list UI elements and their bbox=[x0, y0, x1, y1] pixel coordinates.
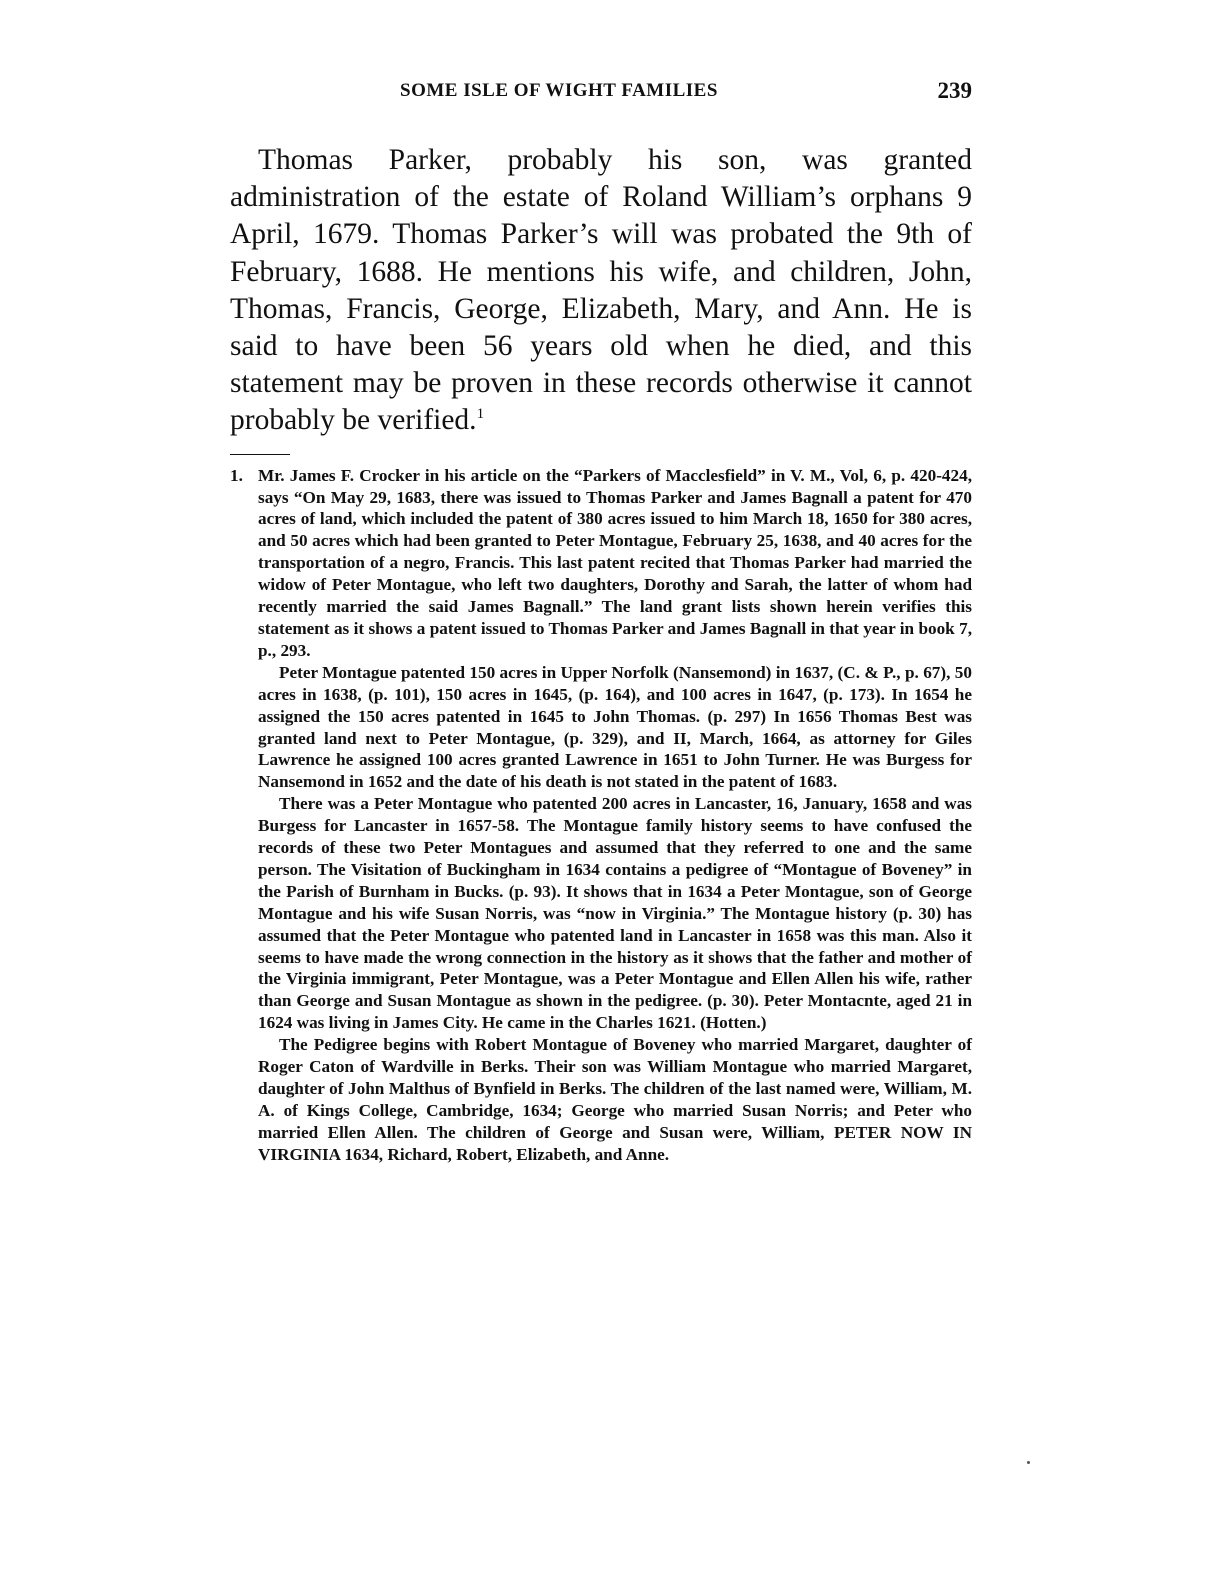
main-paragraph-text: Thomas Parker, probably his son, was granted administration of the estate of Roland William’s orphans 9 April, 1679. Thomas Parker’s will was probated the 9th of February, 1688. He mentions his wife, and children, John, Thomas, Francis, George, Elizabeth, Mary, and Ann. He is said to have been 56 years old when he died, and this statement may be proven in these records otherwise it cannot probably be verified. bbox=[230, 144, 972, 437]
page-number: 239 bbox=[937, 78, 972, 103]
scan-speck bbox=[1027, 1461, 1030, 1464]
running-head bbox=[230, 72, 972, 112]
footnote-paragraph: Peter Montague patented 150 acres in Upper Norfolk (Nansemond) in 1637, (C. & P., p. 67), 50 acres in 1638, (p. 101), 150 acres in 1645, (p. 164), and 100 acres in 1647, (p. 173). In 1654 he assigned the 150 acres patented in 1645 to John Thomas. (p. 297) In 1656 Thomas Best was granted land next to Peter Montague, (p. 329), and II, March, 1664, as attorney for Giles Lawrence he assigned 100 acres granted Lawrence in 1651 to John Turner. He was Burgess for Nansemond in 1652 and the date of his death is not stated in the patent of 1683. bbox=[258, 662, 972, 792]
footnote-paragraph: The Pedigree begins with Robert Montague of Boveney who married Margaret, daughter of Roger Caton of Wardville in Berks. Their son was William Montague who married Margaret, daughter of John Malthus of Bynfield in Berks. The children of the last named were, William, M. A. of Kings College, Cambridge, 1634; George who married Susan Norris; and Peter who married Ellen Allen. The children of George and Susan were, William, PETER NOW IN VIRGINIA 1634, Richard, Robert, Elizabeth, and Anne. bbox=[258, 1035, 972, 1164]
footnote-paragraph bbox=[230, 465, 972, 662]
footnote-text: Mr. James F. Crocker in his article on the “Parkers of Macclesfield” in V. M., Vol, 6, p. 420-424, says “On May 29, 1683, there was issued to Thomas Parker and James Bagnall a patent for 470 acres of land, which included the patent of 380 acres issued to him March 18, 1650 for 380 acres, and 50 acres which had been granted to Peter Montague, February 25, 1638, and 40 acres for the transportation of a negro, Francis. This last patent recited that Thomas Parker had married the widow of Peter Montague, who left two daughters, Dorothy and Sarah, the latter of whom had recently married the said James Bagnall.” The land grant lists shown herein verifies this statement as it shows a patent issued to Thomas Parker and James Bagnall in that year in book 7, p., 293. bbox=[258, 465, 972, 660]
main-paragraph bbox=[230, 142, 972, 440]
running-title: SOME ISLE OF WIGHT FAMILIES bbox=[400, 80, 718, 101]
footnote-reference: 1 bbox=[476, 406, 485, 423]
footnote-number: 1. bbox=[230, 465, 243, 485]
footnote-paragraph: There was a Peter Montague who patented 200 acres in Lancaster, 16, January, 1658 and was Burgess for Lancaster in 1657-58. The Montague family history seems to have confused the records of these two Peter Montagues and assumed that they referred to one and the same person. The Visitation of Buckingham in 1634 contains a pedigree of “Montague of Boveney” in the Parish of Burnham in Bucks. (p. 93). It shows that in 1634 a Peter Montague, son of George Montague and his wife Susan Norris, was “now in Virginia.” The Montague history (p. 30) has assumed that the Peter Montague who patented land in Lancaster in 1658 was this man. Also it seems to have made the wrong connection in the history as it shows that the father and mother of the Virginia immigrant, Peter Montague, was a Peter Montague and Ellen Allen his wife, rather than George and Susan Montague as shown in the pedigree. (p. 30). Peter Montacnte, aged 21 in 1624 was living in James City. He came in the Charles 1621. (Hotten.) bbox=[258, 794, 972, 1033]
book-page bbox=[230, 72, 972, 1166]
footnotes bbox=[230, 465, 972, 1166]
footnote-divider bbox=[230, 454, 290, 455]
